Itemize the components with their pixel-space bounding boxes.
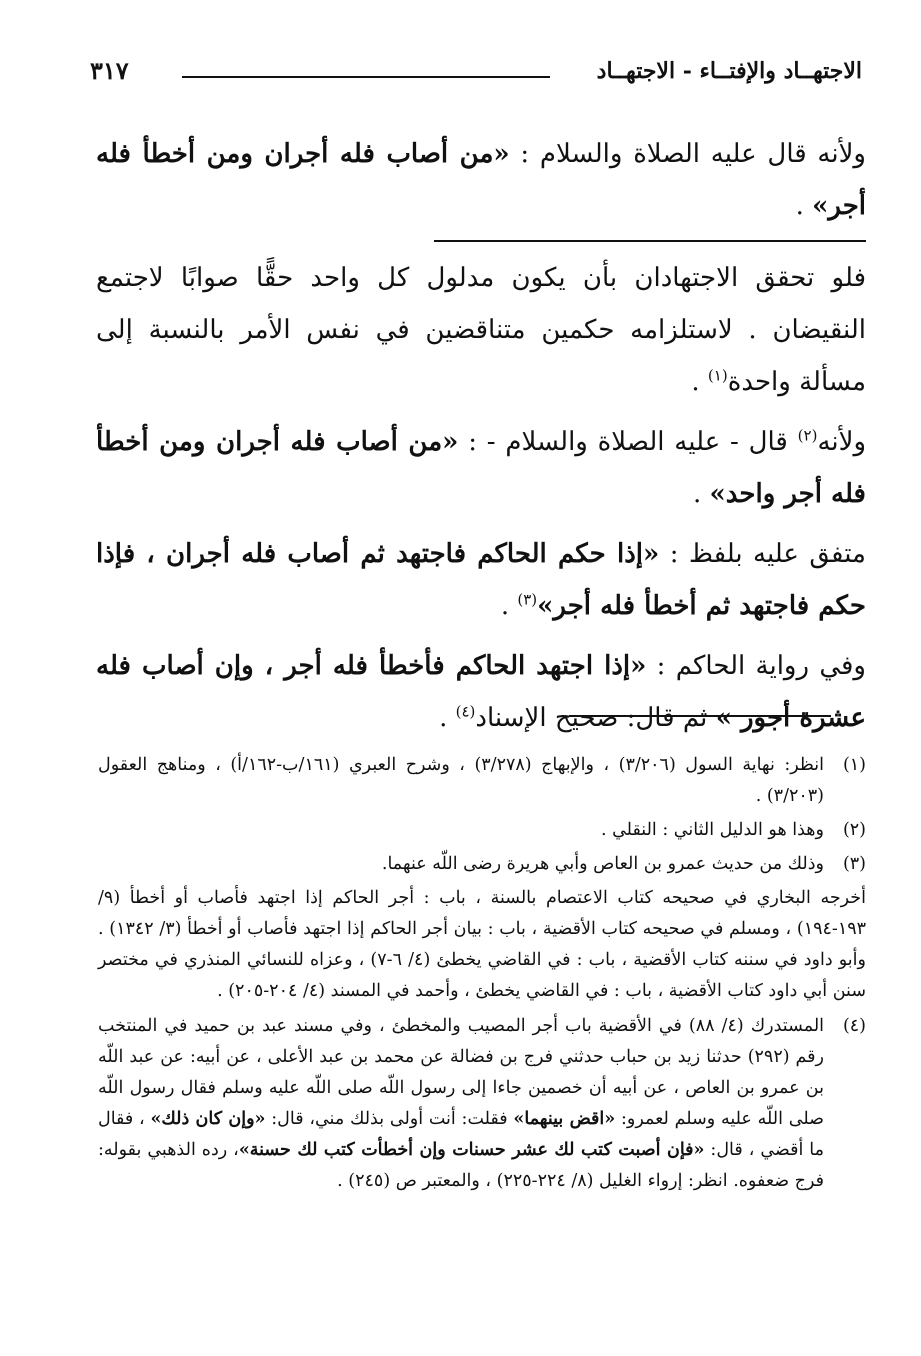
running-title: الاجتهــاد والإفتــاء - الاجتهــاد xyxy=(596,58,862,84)
paragraph-end: . xyxy=(692,479,710,509)
main-text xyxy=(96,128,866,744)
footnote-quote: «اقض بينهما» xyxy=(513,1109,616,1129)
paragraph xyxy=(96,528,866,632)
hadith-quote: «إذا اجتهد الحاكم فأخطأ فله أجر ، وإن أصاب فله عشرة أجور » xyxy=(96,651,866,733)
paragraph xyxy=(96,640,866,744)
paragraph xyxy=(96,128,866,232)
footnote xyxy=(98,815,866,846)
footnote-text-part: المستدرك (٤/ ٨٨) في الأقضية باب أجر المصيب والمخطئ ، وفي مسند عبد بن حميد في المنتخب رقم (٢٩٢) حدثنا زيد بن حباب حدثني فرج بن فضالة عن محمد بن عبد الأعلى ، عن أبيه: عن عبد اللّه بن عمرو بن العاص ، عن أبيه أن خصمين جاءا إلى رسول اللّه صلى اللّه عليه وسلم فقال رسول اللّه صلى اللّه عليه وسلم لعمرو: xyxy=(98,1016,825,1129)
footnote-text: وذلك من حديث عمرو بن العاص وأبي هريرة رضى اللّه عنهما. xyxy=(381,854,824,874)
footnote-text: انظر: نهاية السول (٣/٢٠٦) ، والإبهاج (٣/٢٧٨) ، وشرح العبري (١٦١/ب-١٦٢/أ) ، ومناهج العقول (٣/٢٠٣) . xyxy=(98,755,824,806)
paragraph-text: متفق عليه بلفظ : xyxy=(659,539,866,569)
header-rule xyxy=(182,76,550,78)
hadith-quote: «من أصاب فله أجران ومن أخطأ فله أجر» xyxy=(96,139,866,221)
footnote-ref: (٤) xyxy=(455,702,476,721)
footnote-continuation: أخرجه البخاري في صحيحه كتاب الاعتصام بالسنة ، باب : أجر الحاكم إذا اجتهد فأصاب أو أخطأ (٩/ ١٩٣-١٩٤) ، ومسلم في صحيحه كتاب الأقضية ، باب : بيان أجر الحاكم إذا اجتهد فأصاب أو أخطأ (٣/ ١٣٤٢) . وأبو داود في سننه كتاب الأقضية ، باب : في القاضي يخطئ (٤/ ٦-٧) ، وعزاه للنسائي المنذري في مختصر سنن أبي داود كتاب الأقضية ، باب : في القاضي يخطئ ، وأحمد في المسند (٤/ ٢٠٤-٢٠٥) . xyxy=(98,888,867,1001)
footnotes xyxy=(98,750,866,1200)
paragraph xyxy=(96,416,866,520)
footnote-number: (٢) xyxy=(842,820,866,840)
paragraph-end: . xyxy=(691,367,708,397)
footnote-text-part: ، رده الذهبي بقوله: فرج ضعفوه. انظر: إرواء الغليل (٨/ ٢٢٤-٢٢٥) ، والمعتبر ص (٢٤٥) . xyxy=(98,1140,824,1191)
paragraph-text: قال - عليه الصلاة والسلام - : xyxy=(458,427,798,457)
paragraph-text: ثم قال: صحيح الإسناد xyxy=(475,703,716,733)
footnote xyxy=(98,750,866,812)
footnote xyxy=(98,1011,866,1197)
footnote-text-part: ، فقال ما أقضي ، قال: xyxy=(98,1109,824,1160)
footnote-ref: (٢) xyxy=(797,426,818,445)
footnote-number: (٤) xyxy=(842,1016,866,1036)
page-header xyxy=(90,52,862,102)
page-number: ٣١٧ xyxy=(90,56,129,85)
footnote-number: (١) xyxy=(842,755,866,775)
paragraph-end: . xyxy=(500,591,518,621)
footnote-text xyxy=(98,1011,824,1197)
paragraph-end: . xyxy=(795,191,813,221)
footnote-text: وهذا هو الدليل الثاني : النقلي . xyxy=(600,820,824,840)
footnote-separator xyxy=(569,715,831,717)
paragraph-text: فلو تحقق الاجتهادان بأن يكون مدلول كل واحد حقًّا صوابًا لاجتمع النقيضان . لاستلزامه حكمين متناقضين في نفس الأمر بالنسبة إلى مسألة واحدة xyxy=(96,263,866,397)
footnote-text-part: فقلت: أنت أولى بذلك مني، قال: xyxy=(265,1109,514,1129)
paragraph-text: وفي رواية الحاكم : xyxy=(646,651,866,681)
hadith-quote: «من أصاب فله أجران ومن أخطأ فله أجر واحد» xyxy=(96,427,866,509)
paragraph-text: ولأنه xyxy=(817,427,866,457)
footnote-number: (٣) xyxy=(842,854,866,874)
hadith-quote: «إذا حكم الحاكم فاجتهد ثم أصاب فله أجران ، فإذا حكم فاجتهد ثم أخطأ فله أجر» xyxy=(96,539,866,621)
section-rule xyxy=(434,240,866,242)
paragraph xyxy=(96,252,866,408)
paragraph-end: . xyxy=(439,703,456,733)
footnote-ref: (١) xyxy=(707,366,728,385)
footnote-quote: «فإن أصبت كتب لك عشر حسنات وإن أخطأت كتب لك حسنة» xyxy=(238,1140,705,1160)
footnote xyxy=(98,849,866,880)
paragraph-text: ولأنه قال عليه الصلاة والسلام : xyxy=(509,139,866,169)
footnote-quote: «وإن كان ذلك» xyxy=(150,1109,266,1129)
footnote-ref: (٣) xyxy=(517,590,538,609)
